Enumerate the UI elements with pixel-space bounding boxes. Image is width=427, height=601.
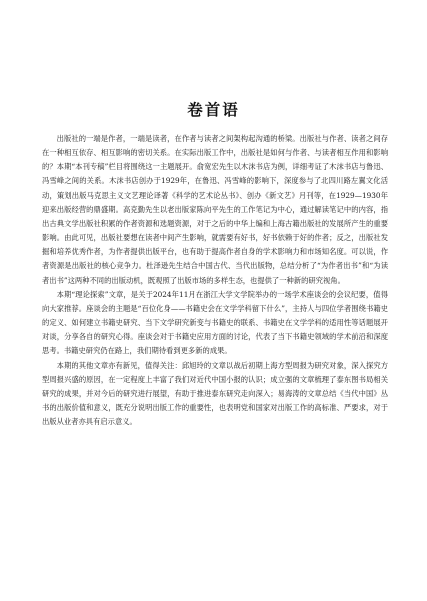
- page-title: 卷首语: [187, 100, 240, 119]
- paragraph-1: 出版社的一端是作者，一端是读者，在作者与读者之间架构起沟通的桥梁。出版社与作者、读者之间存在一种相互依存、相互影响的密切关系。在实际出版工作中，出版社是如何与作者、与读者相互作用和影响的？本期“本刊专稿”栏目将围绕这一主题展开。俞宽宏先生以木沫书店为例，详细考证了木沫书店与鲁迅、冯雪峰之间的关系。木沫书店创办于1929年，在鲁迅、冯雪峰的影响下，深度参与了北四川路左翼文化活动，策划出版马克思主义文艺理论译著《科学的艺术论丛书》、创办《新文艺》月刊等，在1929—1930年迎来出版经营的鼎盛期。高克勤先生以老出版家陈向平先生的工作笔记为中心，通过解读笔记中的内容，指出古典文学出版社积累的作者资源和选题资源，对于之后的中华上编和上海古籍出版社的发展所产生的重要影响。由此可见，出版社要想在读者中间产生影响，就需要有好书，好书依赖于好的作者；反之，出版社发掘和培养优秀作者，为作者提供出版平台，也有助于提高作者自身的学术影响力和市场知名度。可以说，作者资源是出版社的核心竞争力。杜泽逊先生结合中国古代、当代出版物，总结分析了“为作者出书”和“为读者出书”这两种不同的出版动机，既观照了出版市场的多样生态，也提供了一种新的研究视角。: [42, 134, 388, 285]
- paragraph-3: 本期的其他文章亦有新见，值得关注：邱旭玲的文章以战后初期上海方型周报为研究对象，深入探究方型周报兴盛的原因，在一定程度上丰富了我们对近代中国小报的认识；成立强的文章梳理了泰东图书局相关研究的成果，并对今后的研究进行展望，有助于推进泰东研究走向深入；易海涛的文章总结《当代中国》丛书的出版价值和意义，既充分说明出版工作的重要性，也表明党和国家对出版工作的高标准、严要求，对于出版从业者亦具有启示意义。: [42, 360, 388, 427]
- body-text: [42, 132, 388, 429]
- paragraph-2: 本期“理论探索”文章，是关于2024年11月在浙江大学文学院举办的一场学术座谈会的会议纪要，值得向大家推荐。座谈会的主题是“百位化身——书籍史会在文学学科留下什么”，主持人与四位学者围绕书籍史的定义、如何建立书籍史研究、当下文学研究新变与书籍史的联系、书籍史在文学学科的适用性等话题展开对谈，分享各自的研究心得。座谈会对于书籍史应用方面的讨论，代表了当下书籍史领域的学术前沿和深度思考。书籍史研究仍在路上，我们期待看到更多新的成果。: [42, 289, 388, 356]
